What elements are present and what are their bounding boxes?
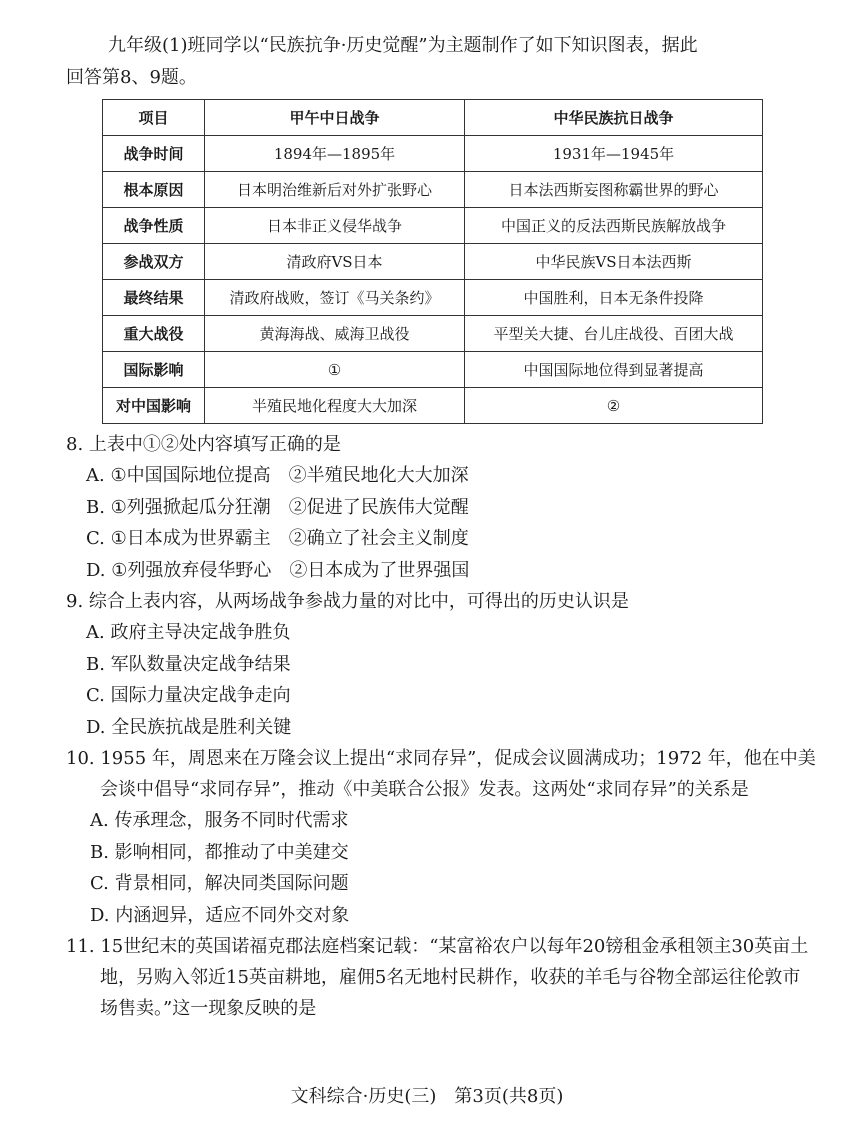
row-label: 对中国影响	[103, 388, 205, 424]
table-row	[103, 172, 763, 208]
question-stem: 9. 综合上表内容，从两场战争参战力量的对比中，可得出的历史认识是	[66, 591, 629, 612]
cell-jiawu: 1894年—1895年	[205, 136, 465, 172]
cell-anti-japanese: 1931年—1945年	[465, 136, 763, 172]
header-item: 项目	[103, 100, 205, 136]
header-anti-japanese-war: 中华民族抗日战争	[465, 100, 763, 136]
cell-anti-japanese: 日本法西斯妄图称霸世界的野心	[465, 172, 763, 208]
option-a: A. 传承理念，服务不同时代需求	[90, 810, 349, 831]
cell-anti-japanese: 中华民族VS日本法西斯	[465, 244, 763, 280]
cell-anti-japanese: 中国胜利，日本无条件投降	[465, 280, 763, 316]
page-footer: 文科综合·历史(三) 第3页(共8页)	[290, 1086, 564, 1107]
cell-anti-japanese: 平型关大捷、台儿庄战役、百团大战	[465, 316, 763, 352]
option-d: D. 全民族抗战是胜利关键	[86, 716, 292, 738]
cell-anti-japanese: ②	[465, 388, 763, 424]
question-stem: 10. 1955 年，周恩来在万隆会议上提出“求同存异”，促成会议圆满成功；1972 年，他在中美会谈中倡导“求同存异”，推动《中美联合公报》发表。这两处“求同存异”的关系是	[66, 748, 816, 800]
header-jiawu-war: 甲午中日战争	[205, 100, 465, 136]
cell-anti-japanese: 中国正义的反法西斯民族解放战争	[465, 208, 763, 244]
row-label: 战争性质	[103, 208, 205, 244]
table-row	[103, 316, 763, 352]
row-label: 国际影响	[103, 352, 205, 388]
questions	[66, 429, 816, 1024]
cell-jiawu: 半殖民地化程度大大加深	[205, 388, 465, 424]
option-c: C. 国际力量决定战争走向	[86, 685, 291, 706]
cell-jiawu: 清政府战败，签订《马关条约》	[205, 280, 465, 316]
question-11	[66, 931, 816, 1024]
table-row	[103, 136, 763, 172]
option-b: B. 影响相同，都推动了中美建交	[90, 841, 349, 863]
intro-line-1: 九年级(1)班同学以“民族抗争·历史觉醒”为主题制作了如下知识图表，据此	[108, 35, 698, 56]
table-row	[103, 280, 763, 316]
cell-jiawu: 清政府VS日本	[205, 244, 465, 280]
option-d: D. 内涵迥异，适应不同外交对象	[90, 904, 350, 926]
table-row	[103, 208, 763, 244]
cell-jiawu: 黄海海战、威海卫战役	[205, 316, 465, 352]
question-10	[66, 743, 816, 931]
cell-jiawu: 日本明治维新后对外扩张野心	[205, 172, 465, 208]
row-label: 重大战役	[103, 316, 205, 352]
table-row	[103, 244, 763, 280]
option-b: B. 军队数量决定战争结果	[86, 653, 291, 675]
table-header-row	[103, 100, 763, 136]
option-c: C. 背景相同，解决同类国际问题	[90, 873, 349, 894]
knowledge-table	[102, 99, 763, 424]
option-b: B. ①列强掀起瓜分狂潮 ②促进了民族伟大觉醒	[86, 496, 469, 518]
cell-anti-japanese: 中国国际地位得到显著提高	[465, 352, 763, 388]
question-9	[66, 586, 816, 743]
option-d: D. ①列强放弃侵华野心 ②日本成为了世界强国	[86, 559, 470, 581]
question-stem: 8. 上表中①②处内容填写正确的是	[66, 434, 341, 455]
intro-paragraph	[66, 30, 806, 94]
table-row	[103, 388, 763, 424]
row-label: 最终结果	[103, 280, 205, 316]
option-a: A. ①中国国际地位提高 ②半殖民地化大大加深	[86, 465, 469, 486]
row-label: 参战双方	[103, 244, 205, 280]
cell-jiawu: ①	[205, 352, 465, 388]
question-stem: 11. 15世纪末的英国诺福克郡法庭档案记载：“某富裕农户以每年20镑租金承租领主30英亩土地，另购入邻近15英亩耕地，雇佣5名无地村民耕作，收获的羊毛与谷物全部运往伦敦市场售卖。”这一现象反映的是	[66, 936, 809, 1019]
row-label: 战争时间	[103, 136, 205, 172]
option-a: A. 政府主导决定战争胜负	[86, 622, 291, 643]
intro-line-2: 回答第8、9题。	[66, 67, 197, 88]
option-c: C. ①日本成为世界霸主 ②确立了社会主义制度	[86, 528, 469, 549]
table-row	[103, 352, 763, 388]
question-8	[66, 429, 816, 586]
row-label: 根本原因	[103, 172, 205, 208]
cell-jiawu: 日本非正义侵华战争	[205, 208, 465, 244]
